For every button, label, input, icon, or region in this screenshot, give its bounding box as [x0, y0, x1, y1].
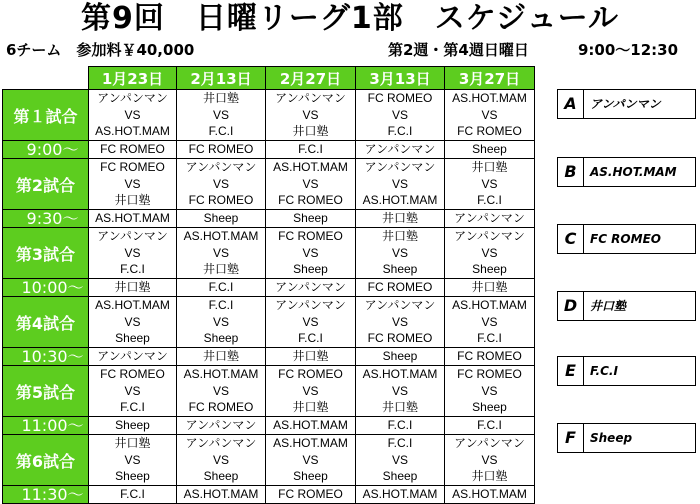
- referee-team: F.C.I: [266, 141, 356, 159]
- team-letter: C: [558, 225, 584, 253]
- match-time: 10:30〜: [3, 348, 89, 366]
- referee-team: F.C.I: [177, 279, 266, 297]
- vs-label: VS: [124, 383, 141, 398]
- referee-row: [3, 210, 535, 228]
- referee-row: [3, 348, 535, 366]
- game-cell: [356, 297, 445, 348]
- match-time: 11:00〜: [3, 417, 89, 435]
- away-team: Sheep: [293, 262, 328, 277]
- schedule-table: [2, 66, 535, 504]
- team-letter: A: [558, 90, 584, 118]
- game-cell: [177, 366, 266, 417]
- game-cell: [445, 90, 535, 141]
- home-team: アンパンマン: [275, 91, 346, 106]
- referee-row: [3, 141, 535, 159]
- away-team: F.C.I: [387, 124, 413, 139]
- referee-team: Sheep: [266, 210, 356, 228]
- vs-label: VS: [302, 176, 319, 191]
- game-cell: [445, 228, 535, 279]
- away-team: Sheep: [203, 469, 239, 484]
- game-cell: [266, 228, 356, 279]
- game-cell: [89, 297, 177, 348]
- referee-team: 井口塾: [177, 348, 266, 366]
- match-time: 11:30〜: [3, 486, 89, 504]
- vs-label: VS: [481, 452, 498, 467]
- date-header-row: [3, 67, 535, 90]
- team-name: AS.HOT.MAM: [590, 165, 677, 179]
- schedule-weeks: 第2週・第4週日曜日: [388, 41, 529, 59]
- vs-label: VS: [391, 107, 408, 122]
- referee-team: アンパンマン: [177, 417, 266, 435]
- home-team: アンパンマン: [97, 91, 168, 106]
- referee-team: アンパンマン: [89, 348, 177, 366]
- home-team: AS.HOT.MAM: [95, 298, 170, 313]
- referee-team: Sheep: [89, 417, 177, 435]
- referee-row: [3, 417, 535, 435]
- game-cell: [445, 435, 535, 486]
- game-cell: [266, 90, 356, 141]
- game-cell: [89, 435, 177, 486]
- team-legend-item: [557, 89, 696, 119]
- team-legend-item: [557, 423, 696, 453]
- away-team: FC ROMEO: [188, 193, 254, 208]
- away-team: 井口塾: [381, 400, 418, 415]
- game-cell: [356, 366, 445, 417]
- home-team: 井口塾: [202, 91, 239, 106]
- home-team: F.C.I: [208, 298, 234, 313]
- header-corner: [3, 67, 89, 90]
- game-cell: [445, 159, 535, 210]
- referee-team: 井口塾: [445, 279, 535, 297]
- vs-label: VS: [481, 383, 498, 398]
- game-cell: [89, 159, 177, 210]
- game-cell: [266, 159, 356, 210]
- vs-label: VS: [212, 383, 229, 398]
- match-row: [3, 90, 535, 141]
- away-team: Sheep: [115, 469, 150, 484]
- game-cell: [445, 297, 535, 348]
- match-label: 第2試合: [3, 159, 89, 210]
- referee-team: FC ROMEO: [89, 141, 177, 159]
- game-cell: [356, 435, 445, 486]
- team-legend-item: [557, 356, 696, 386]
- schedule-time-range: 9:00〜12:30: [578, 41, 679, 59]
- referee-team: AS.HOT.MAM: [177, 486, 266, 504]
- vs-label: VS: [212, 245, 229, 260]
- away-team: Sheep: [115, 331, 150, 346]
- game-cell: [356, 228, 445, 279]
- referee-team: 井口塾: [89, 279, 177, 297]
- referee-team: Sheep: [356, 348, 445, 366]
- referee-team: AS.HOT.MAM: [356, 486, 445, 504]
- game-cell: [89, 228, 177, 279]
- team-name: F.C.I: [590, 364, 618, 378]
- vs-label: VS: [124, 245, 141, 260]
- referee-team: F.C.I: [89, 486, 177, 504]
- vs-label: VS: [302, 245, 319, 260]
- vs-label: VS: [124, 314, 141, 329]
- match-label: 第5試合: [3, 366, 89, 417]
- away-team: F.C.I: [477, 193, 502, 208]
- match-time: 10:00〜: [3, 279, 89, 297]
- match-label: 第6試合: [3, 435, 89, 486]
- game-cell: [177, 90, 266, 141]
- home-team: アンパンマン: [454, 436, 525, 451]
- team-letter: D: [558, 292, 584, 320]
- team-count-fee: 6チーム 参加料￥40,000: [6, 41, 195, 59]
- match-time: 9:30〜: [3, 210, 89, 228]
- team-legend-item: [557, 224, 696, 254]
- referee-team: F.C.I: [445, 417, 535, 435]
- game-cell: [356, 90, 445, 141]
- home-team: 井口塾: [471, 160, 508, 175]
- home-team: AS.HOT.MAM: [273, 160, 348, 175]
- team-name: アンパンマン: [590, 97, 661, 111]
- team-letter: E: [558, 357, 584, 385]
- home-team: アンパンマン: [454, 229, 525, 244]
- home-team: 井口塾: [381, 229, 418, 244]
- vs-label: VS: [391, 245, 408, 260]
- away-team: F.C.I: [208, 124, 234, 139]
- home-team: アンパンマン: [275, 298, 346, 313]
- away-team: 井口塾: [471, 469, 508, 484]
- home-team: AS.HOT.MAM: [273, 436, 348, 451]
- game-cell: [89, 366, 177, 417]
- away-team: Sheep: [472, 400, 507, 415]
- game-cell: [177, 159, 266, 210]
- date-header: 1月23日: [89, 67, 177, 90]
- home-team: アンパンマン: [185, 160, 257, 175]
- game-cell: [266, 435, 356, 486]
- away-team: 井口塾: [114, 193, 151, 208]
- referee-team: AS.HOT.MAM: [266, 417, 356, 435]
- date-header: 3月27日: [445, 67, 535, 90]
- home-team: AS.HOT.MAM: [452, 91, 527, 106]
- away-team: FC ROMEO: [188, 400, 254, 415]
- match-row: [3, 297, 535, 348]
- page-title: 第9回 日曜リーグ1部 スケジュール: [81, 1, 619, 36]
- away-team: 井口塾: [292, 400, 329, 415]
- vs-label: VS: [212, 176, 229, 191]
- home-team: アンパンマン: [185, 436, 257, 451]
- match-label: 第１試合: [3, 90, 89, 141]
- team-letter: B: [558, 158, 584, 186]
- away-team: FC ROMEO: [457, 124, 522, 139]
- game-cell: [89, 90, 177, 141]
- home-team: FC ROMEO: [278, 229, 343, 244]
- away-team: F.C.I: [298, 331, 323, 346]
- vs-label: VS: [481, 314, 498, 329]
- vs-label: VS: [302, 314, 319, 329]
- match-row: [3, 159, 535, 210]
- match-label: 第4試合: [3, 297, 89, 348]
- away-team: 井口塾: [202, 262, 239, 277]
- vs-label: VS: [391, 383, 408, 398]
- away-team: AS.HOT.MAM: [362, 193, 438, 208]
- referee-team: FC ROMEO: [445, 348, 535, 366]
- vs-label: VS: [302, 383, 319, 398]
- home-team: FC ROMEO: [100, 367, 165, 382]
- vs-label: VS: [124, 176, 141, 191]
- away-team: F.C.I: [477, 331, 502, 346]
- match-time: 9:00〜: [3, 141, 89, 159]
- vs-label: VS: [124, 452, 141, 467]
- referee-team: アンパンマン: [266, 279, 356, 297]
- away-team: FC ROMEO: [367, 331, 433, 346]
- home-team: AS.HOT.MAM: [452, 298, 527, 313]
- referee-team: 井口塾: [356, 210, 445, 228]
- home-team: 井口塾: [114, 436, 151, 451]
- match-row: [3, 366, 535, 417]
- away-team: Sheep: [203, 331, 239, 346]
- vs-label: VS: [302, 452, 319, 467]
- referee-team: 井口塾: [266, 348, 356, 366]
- vs-label: VS: [481, 245, 498, 260]
- away-team: Sheep: [293, 469, 328, 484]
- away-team: 井口塾: [292, 124, 329, 139]
- team-name: Sheep: [590, 431, 633, 445]
- team-legend-item: [557, 157, 696, 187]
- match-row: [3, 435, 535, 486]
- team-name: FC ROMEO: [590, 232, 661, 246]
- referee-team: F.C.I: [356, 417, 445, 435]
- away-team: Sheep: [472, 262, 507, 277]
- vs-label: VS: [212, 314, 229, 329]
- referee-team: FC ROMEO: [266, 486, 356, 504]
- match-label: 第3試合: [3, 228, 89, 279]
- game-cell: [266, 297, 356, 348]
- home-team: FC ROMEO: [100, 160, 165, 175]
- referee-team: アンパンマン: [356, 141, 445, 159]
- vs-label: VS: [391, 452, 408, 467]
- referee-team: FC ROMEO: [177, 141, 266, 159]
- home-team: F.C.I: [387, 436, 413, 451]
- referee-team: アンパンマン: [445, 210, 535, 228]
- game-cell: [445, 366, 535, 417]
- game-cell: [266, 366, 356, 417]
- vs-label: VS: [124, 107, 141, 122]
- home-team: アンパンマン: [97, 229, 168, 244]
- vs-label: VS: [212, 452, 229, 467]
- away-team: Sheep: [382, 469, 418, 484]
- away-team: Sheep: [382, 262, 418, 277]
- home-team: アンパンマン: [364, 160, 436, 175]
- team-letter: F: [558, 424, 584, 452]
- away-team: AS.HOT.MAM: [95, 124, 170, 139]
- home-team: アンパンマン: [364, 298, 436, 313]
- game-cell: [356, 159, 445, 210]
- referee-row: [3, 279, 535, 297]
- date-header: 2月13日: [177, 67, 266, 90]
- vs-label: VS: [391, 176, 408, 191]
- game-cell: [177, 228, 266, 279]
- referee-team: Sheep: [177, 210, 266, 228]
- team-name: 井口塾: [590, 299, 627, 313]
- game-cell: [177, 297, 266, 348]
- home-team: AS.HOT.MAM: [183, 367, 259, 382]
- away-team: FC ROMEO: [278, 193, 343, 208]
- home-team: FC ROMEO: [457, 367, 522, 382]
- away-team: F.C.I: [120, 400, 145, 415]
- referee-team: Sheep: [445, 141, 535, 159]
- home-team: FC ROMEO: [278, 367, 343, 382]
- home-team: FC ROMEO: [367, 91, 433, 106]
- game-cell: [177, 435, 266, 486]
- home-team: AS.HOT.MAM: [362, 367, 438, 382]
- vs-label: VS: [212, 107, 229, 122]
- vs-label: VS: [302, 107, 319, 122]
- date-header: 2月27日: [266, 67, 356, 90]
- team-legend-item: [557, 291, 696, 321]
- match-row: [3, 228, 535, 279]
- vs-label: VS: [391, 314, 408, 329]
- referee-team: FC ROMEO: [356, 279, 445, 297]
- referee-team: AS.HOT.MAM: [445, 486, 535, 504]
- away-team: F.C.I: [120, 262, 145, 277]
- home-team: AS.HOT.MAM: [183, 229, 259, 244]
- date-header: 3月13日: [356, 67, 445, 90]
- vs-label: VS: [481, 107, 498, 122]
- referee-row: [3, 486, 535, 504]
- referee-team: AS.HOT.MAM: [89, 210, 177, 228]
- vs-label: VS: [481, 176, 498, 191]
